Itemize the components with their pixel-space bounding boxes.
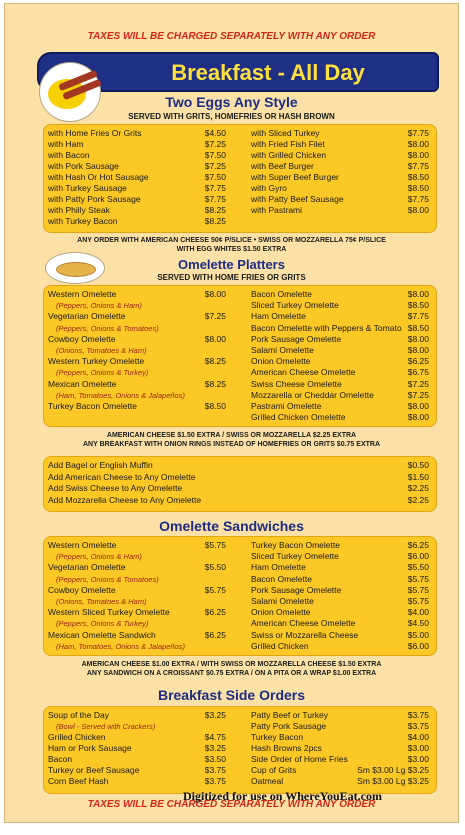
item-price: $8.25 [204, 205, 226, 215]
addon-item [48, 483, 429, 493]
platter-left-item [48, 334, 226, 344]
digitized-credit: Digitized for use on WhereYouEat.com [183, 789, 382, 803]
sandwich-right-item [251, 618, 429, 628]
item-price: $8.50 [407, 183, 429, 193]
item-price: $8.00 [407, 150, 429, 160]
item-note: (Ham, Tomatoes, Onions & Jalapeños) [56, 641, 185, 651]
platter-left-item [48, 356, 226, 366]
sandwich-left-note-row [48, 641, 234, 652]
item-price: $6.25 [204, 629, 226, 640]
item-price: $7.25 [407, 378, 429, 389]
item-price: $8.50 [204, 401, 226, 411]
omelette-sandwiches-title: Omelette Sandwiches [159, 518, 304, 534]
item-note: (Peppers, Onions & Tomatoes) [56, 574, 159, 584]
item-note: (Peppers, Onions & Turkey) [56, 619, 149, 629]
item-price: $6.75 [407, 367, 429, 378]
item-price: $1.50 [407, 471, 429, 482]
item-name: Sliced Turkey Omelette [251, 551, 339, 562]
item-note: (Peppers, Onions & Ham) [56, 552, 142, 562]
addon-item [48, 460, 429, 470]
banner-title: Breakfast - All Day [171, 60, 365, 85]
two-eggs-left-item [48, 194, 226, 204]
item-name: with Patty Pork Sausage [48, 194, 141, 204]
platter-right-item [251, 367, 429, 377]
item-name: Sliced Turkey Omelette [251, 300, 339, 311]
platter-right-item [251, 356, 429, 366]
item-name: Western Omelette [48, 540, 117, 550]
item-price: $8.00 [407, 412, 429, 423]
item-name: Onion Omelette [251, 356, 311, 367]
item-price: $2.25 [407, 483, 429, 493]
sandwich-right-item [251, 551, 429, 561]
two-eggs-right-item [251, 150, 429, 160]
item-price: $5.50 [204, 562, 226, 573]
item-price: $7.25 [204, 161, 226, 171]
item-name: Western Omelette [48, 289, 117, 299]
item-name: Bacon Omelette [251, 573, 312, 584]
item-price: $6.25 [204, 607, 226, 618]
sandwich-left-note-row [48, 618, 234, 629]
sandwich-left-item [48, 585, 226, 595]
item-name: Western Sliced Turkey Omelette [48, 607, 170, 618]
item-price: $8.00 [204, 289, 226, 299]
item-note: (Onions, Tomatoes & Ham) [56, 597, 147, 606]
item-price: Sm $3.00 Lg $3.25 [357, 765, 429, 775]
item-name: with Sliced Turkey [251, 128, 320, 138]
item-price: $2.25 [407, 494, 429, 505]
item-price: $7.75 [407, 128, 429, 138]
sandwich-left-note-row [48, 596, 234, 607]
item-note: (Onions, Tomatoes & Ham) [56, 346, 147, 355]
item-name: Cowboy Omelette [48, 333, 116, 344]
platter-right-item [251, 311, 429, 321]
item-price: $8.50 [407, 172, 429, 182]
item-name: Cowboy Omelette [48, 584, 116, 595]
item-price: $5.75 [204, 584, 226, 595]
item-price: $7.50 [204, 172, 226, 182]
side-left-note-row [48, 721, 234, 732]
item-price: $3.25 [204, 710, 226, 720]
item-price: $6.00 [407, 551, 429, 562]
item-name: with Grilled Chicken [251, 150, 327, 160]
sandwich-right-item [251, 562, 429, 572]
item-name: with Hash Or Hot Sausage [48, 172, 149, 182]
item-price: $4.50 [204, 128, 226, 138]
item-price: $7.75 [407, 311, 429, 322]
item-price: $7.75 [204, 194, 226, 204]
item-name: Ham Omelette [251, 562, 306, 573]
item-price: $7.50 [204, 150, 226, 160]
item-price: Sm $3.00 Lg $3.25 [357, 776, 429, 786]
platter-left-item [48, 401, 226, 411]
addon-item [48, 495, 429, 505]
item-name: Swiss Cheese Omelette [251, 378, 342, 389]
item-name: with Beef Burger [251, 161, 314, 171]
two-eggs-note-2: WITH EGG WHITES $1.50 EXTRA [176, 246, 287, 253]
item-price: $8.00 [204, 333, 226, 344]
item-name: Onion Omelette [251, 607, 311, 618]
item-name: Bacon Omelette [251, 289, 312, 299]
item-name: with Pork Sausage [48, 161, 119, 171]
item-name: with Patty Beef Sausage [251, 194, 344, 204]
item-price: $3.00 [407, 754, 429, 764]
item-price: $3.75 [407, 710, 429, 720]
two-eggs-left-item [48, 139, 226, 149]
item-price: $8.00 [407, 205, 429, 215]
item-price: $4.00 [407, 732, 429, 742]
platter-right-item [251, 412, 429, 422]
sandwich-left-item [48, 540, 226, 550]
item-name: Side Order of Home Fries [251, 754, 348, 764]
item-name: Pork Sausage Omelette [251, 584, 342, 595]
item-name: with Home Fries Or Grits [48, 128, 142, 138]
sandwich-right-item [251, 540, 429, 550]
item-price: $0.50 [407, 460, 429, 470]
item-name: with Bacon [48, 150, 90, 160]
sandwich-left-item [48, 562, 226, 572]
tax-notice-top: TAXES WILL BE CHARGED SEPARATELY WITH ANY ORDER [87, 31, 376, 42]
item-price: $6.25 [407, 540, 429, 550]
item-price: $5.75 [407, 573, 429, 584]
item-price: $8.00 [407, 289, 429, 299]
item-name: Add Bagel or English Muffin [48, 460, 153, 470]
two-eggs-right-item [251, 128, 429, 138]
side-left-item [48, 776, 226, 786]
sandwich-left-item [48, 607, 226, 617]
sandwich-right-item [251, 596, 429, 606]
two-eggs-left-item [48, 161, 226, 171]
platter-left-note-row [48, 300, 234, 311]
item-name: Turkey or Beef Sausage [48, 765, 140, 775]
platter-left-note-row [48, 390, 234, 401]
item-name: Add Mozzarella Cheese to Any Omelette [48, 494, 202, 505]
item-name: Pastrami Omelette [251, 401, 322, 411]
sandwich-right-item [251, 585, 429, 595]
item-name: Add Swiss Cheese to Any Omelette [48, 483, 183, 493]
item-name: Soup of the Day [48, 710, 109, 720]
item-price: $5.75 [407, 584, 429, 595]
item-price: $8.50 [407, 300, 429, 311]
item-name: with Super Beef Burger [251, 172, 339, 182]
item-name: Swiss or Mozzarella Cheese [251, 629, 359, 640]
item-name: Vegetarian Omelette [48, 311, 126, 322]
item-price: $3.75 [407, 721, 429, 731]
item-price: $8.00 [407, 345, 429, 355]
platter-left-note-row [48, 345, 234, 356]
item-name: Western Turkey Omelette [48, 356, 145, 367]
addon-item [48, 472, 429, 482]
menu-page [4, 3, 459, 823]
item-price: $8.25 [204, 378, 226, 389]
item-name: Turkey Bacon Omelette [251, 540, 340, 550]
item-name: American Cheese Omelette [251, 367, 356, 378]
two-eggs-left-item [48, 216, 226, 226]
item-price: $8.00 [407, 401, 429, 411]
two-eggs-left-item [48, 183, 226, 193]
item-name: Ham or Pork Sausage [48, 743, 132, 753]
item-name: Turkey Bacon [251, 732, 304, 742]
two-eggs-right-item [251, 205, 429, 215]
item-name: Turkey Bacon Omelette [48, 401, 137, 411]
item-name: with Turkey Sausage [48, 183, 127, 193]
item-price: $5.75 [407, 596, 429, 606]
omelette-platters-title: Omelette Platters [178, 257, 285, 272]
platter-right-item [251, 401, 429, 411]
item-name: with Fried Fish Filet [251, 139, 325, 149]
side-right-item [251, 732, 429, 742]
item-name: Hash Browns 2pcs [251, 743, 322, 753]
omelette-platters-subtitle: SERVED WITH HOME FRIES OR GRITS [157, 273, 306, 282]
item-name: Pork Sausage Omelette [251, 333, 342, 344]
platter-left-item [48, 311, 226, 321]
sandwich-left-item [48, 630, 226, 640]
side-right-item [251, 776, 429, 786]
item-name: Add American Cheese to Any Omelette [48, 471, 196, 482]
two-eggs-title: Two Eggs Any Style [165, 94, 298, 110]
item-name: with Ham [48, 139, 84, 149]
item-name: Oatmeal [251, 776, 284, 786]
item-name: Mexican Omelette Sandwich [48, 629, 156, 640]
platter-left-item [48, 379, 226, 389]
side-orders-title: Breakfast Side Orders [157, 687, 306, 703]
item-name: American Cheese Omelette [251, 618, 356, 629]
item-name: Patty Beef or Turkey [251, 710, 329, 720]
side-left-item [48, 754, 226, 764]
item-name: Salami Omelette [251, 345, 314, 355]
side-right-item [251, 721, 429, 731]
sandwich-left-note-row [48, 551, 234, 562]
two-eggs-subtitle: SERVED WITH GRITS, HOMEFRIES OR HASH BROWN [128, 112, 335, 121]
two-eggs-right-item [251, 161, 429, 171]
item-name: Mozzarella or Cheddar Omelette [251, 389, 374, 400]
platter-right-item [251, 323, 429, 333]
omelette-sandwiches-note-1: AMERICAN CHEESE $1.00 EXTRA / WITH SWISS OR MOZZARELLA CHEESE $1.50 EXTRA [81, 661, 382, 668]
item-price: $8.00 [407, 333, 429, 344]
sandwich-left-note-row [48, 574, 234, 585]
item-name: Bacon [48, 754, 73, 764]
item-price: $7.25 [407, 389, 429, 400]
side-left-item [48, 732, 226, 742]
sandwich-right-item [251, 607, 429, 617]
side-left-item [48, 765, 226, 775]
item-price: $3.25 [204, 743, 226, 753]
item-price: $4.75 [204, 732, 226, 742]
item-name: Vegetarian Omelette [48, 562, 126, 573]
item-price: $8.25 [204, 356, 226, 367]
side-right-item [251, 710, 429, 720]
item-name: with Turkey Bacon [48, 216, 118, 226]
two-eggs-left-item [48, 172, 226, 182]
side-left-item [48, 743, 226, 753]
side-right-item [251, 754, 429, 764]
item-note: (Peppers, Onions & Turkey) [56, 368, 149, 378]
item-price: $4.50 [407, 618, 429, 629]
item-name: with Pastrami [251, 205, 303, 215]
omelette-platters-note-2: ANY BREAKFAST WITH ONION RINGS INSTEAD OF HOMEFRIES OR GRITS $0.75 EXTRA [82, 441, 380, 448]
item-name: Grilled Chicken [251, 640, 309, 651]
omelette-platters-note-1: AMERICAN CHEESE $1.50 EXTRA / SWISS OR MOZZARELLA $2.25 EXTRA [106, 432, 357, 439]
two-eggs-left-item [48, 205, 226, 215]
item-price: $3.75 [204, 776, 226, 786]
platter-left-note-row [48, 367, 234, 378]
item-note: (Peppers, Onions & Tomatoes) [56, 323, 159, 333]
item-price: $7.25 [204, 139, 226, 149]
item-price: $7.75 [204, 183, 226, 193]
omelette-sandwiches-note-2: ANY SANDWICH ON A CROISSANT $0.75 EXTRA / ON A PITA OR A WRAP $1.00 EXTRA [86, 670, 377, 677]
item-price: $3.00 [407, 743, 429, 753]
item-price: $5.75 [204, 540, 226, 550]
two-eggs-right-item [251, 172, 429, 182]
side-left-item [48, 710, 226, 720]
item-name: Grilled Chicken [48, 732, 106, 742]
item-price: $7.75 [407, 194, 429, 204]
item-price: $8.00 [407, 139, 429, 149]
item-price: $7.25 [204, 311, 226, 322]
item-name: Cup of Grits [251, 765, 297, 775]
item-name: Mexican Omelette [48, 378, 117, 389]
two-eggs-left-item [48, 128, 226, 138]
item-price: $8.25 [204, 216, 226, 226]
item-name: Grilled Chicken Omelette [251, 412, 346, 423]
item-price: $3.75 [204, 765, 226, 775]
item-price: $7.75 [407, 161, 429, 171]
two-eggs-right-item [251, 194, 429, 204]
item-name: Patty Pork Sausage [251, 721, 327, 731]
platter-right-item [251, 289, 429, 299]
item-name: Corn Beef Hash [48, 776, 109, 786]
item-name: Bacon Omelette with Peppers & Tomato [251, 322, 402, 333]
item-note: (Bowl - Served with Crackers) [56, 722, 156, 731]
platter-right-item [251, 345, 429, 355]
platter-right-item [251, 334, 429, 344]
two-eggs-right-item [251, 139, 429, 149]
item-name: Ham Omelette [251, 311, 306, 322]
item-price: $5.50 [407, 562, 429, 573]
item-name: with Philly Steak [48, 205, 110, 215]
item-price: $6.00 [407, 640, 429, 651]
item-note: (Ham, Tomatoes, Onions & Jalapeños) [56, 390, 185, 400]
two-eggs-left-item [48, 150, 226, 160]
side-right-item [251, 743, 429, 753]
platter-left-item [48, 289, 226, 299]
platter-right-item [251, 300, 429, 310]
item-price: $4.00 [407, 607, 429, 618]
item-price: $8.50 [407, 322, 429, 333]
platter-right-item [251, 379, 429, 389]
item-price: $3.50 [204, 754, 226, 764]
platter-left-note-row [48, 323, 234, 334]
item-note: (Peppers, Onions & Ham) [56, 301, 142, 311]
item-price: $5.00 [407, 629, 429, 640]
two-eggs-right-item [251, 183, 429, 193]
two-eggs-note-1: ANY ORDER WITH AMERICAN CHEESE 50¢ P/SLICE • SWISS OR MOZZARELLA 75¢ P/SLICE [77, 237, 386, 244]
tax-notice-bottom: TAXES WILL BE CHARGED SEPARATELY WITH ANY ORDER [87, 799, 376, 810]
item-name: with Gyro [251, 183, 287, 193]
sandwich-right-item [251, 630, 429, 640]
item-price: $6.25 [407, 356, 429, 367]
side-right-item [251, 765, 429, 775]
sandwich-right-item [251, 574, 429, 584]
sandwich-right-item [251, 641, 429, 651]
platter-right-item [251, 390, 429, 400]
item-name: Salami Omelette [251, 596, 314, 606]
